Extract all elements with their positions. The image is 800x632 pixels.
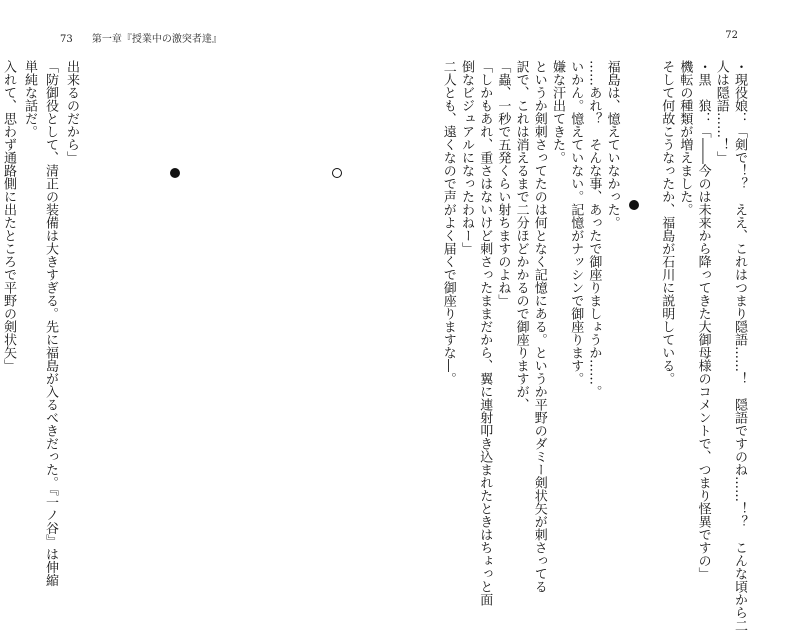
text-column: そして何故こうなったか、福島が石川に説明している。 xyxy=(659,60,675,385)
text-column: 嫌な汗出てきた。 xyxy=(550,60,565,164)
left-page-number: 73 xyxy=(60,34,73,45)
text-column: 人は隠語……！」 xyxy=(713,60,729,164)
text-column: いかん。憶えていない。記憶がナッシンで御座ります。 xyxy=(568,60,584,385)
right-page xyxy=(400,0,800,632)
text-column: 訳で、これは消えるまで二分ほどかかるので御座りますが、 xyxy=(513,60,529,411)
text-column: ・黒 狼：「――今のは未来から降ってきた大御母様のコメントで、つまり怪異ですの」 xyxy=(695,60,711,580)
text-column: 二人とも、遠くなので声がよく届くで御座りますな―。 xyxy=(440,60,456,385)
text-column: 入れて、思わず通路側に出たところで平野の剣状矢」 xyxy=(1,60,16,372)
text-column: 「防御役として、清正の装備は大きすぎる。先に福島が入るべきだった。『一ノ谷』は伸縮 xyxy=(43,60,58,587)
text-column: 福島は、憶えていなかった。 xyxy=(604,60,620,229)
text-column: ・現役娘：「剣で！？ ええ、これはつまり隠語……！ 隠語ですのね……！？ こんな頃から二 xyxy=(732,60,747,632)
left-running-head xyxy=(60,30,222,45)
text-column: 機転の種類が増えました。 xyxy=(677,60,693,216)
right-page-number: 72 xyxy=(725,30,738,41)
text-column: 倒なビジュアルになったわねー」 xyxy=(459,60,474,255)
text-column: 「蟲、一秒で五発くらい射ちますのよね」 xyxy=(495,60,511,307)
text-column: 単純な話だ。 xyxy=(22,60,37,138)
text-column: というか剣刺さってたのは何となく記憶にある。というか平野のダミー剣状矢が刺さってる xyxy=(531,60,547,593)
section-break-filled-dot-right xyxy=(629,200,639,210)
text-column: ……あれ？ そんな事、あったで御座りましょうか……。 xyxy=(586,60,602,398)
text-column: 出来るのだから」 xyxy=(64,60,79,164)
section-break-filled-dot xyxy=(170,168,180,178)
left-page xyxy=(0,0,400,587)
chapter-title: 第一章『授業中の激突者達』 xyxy=(91,34,222,45)
section-break-open-dot xyxy=(332,168,342,178)
right-running-head xyxy=(725,30,738,41)
text-column: 「しかもあれ、重さはないけど刺さったままだから、翼に連射叩き込まれたときはちょっと面 xyxy=(477,60,493,606)
